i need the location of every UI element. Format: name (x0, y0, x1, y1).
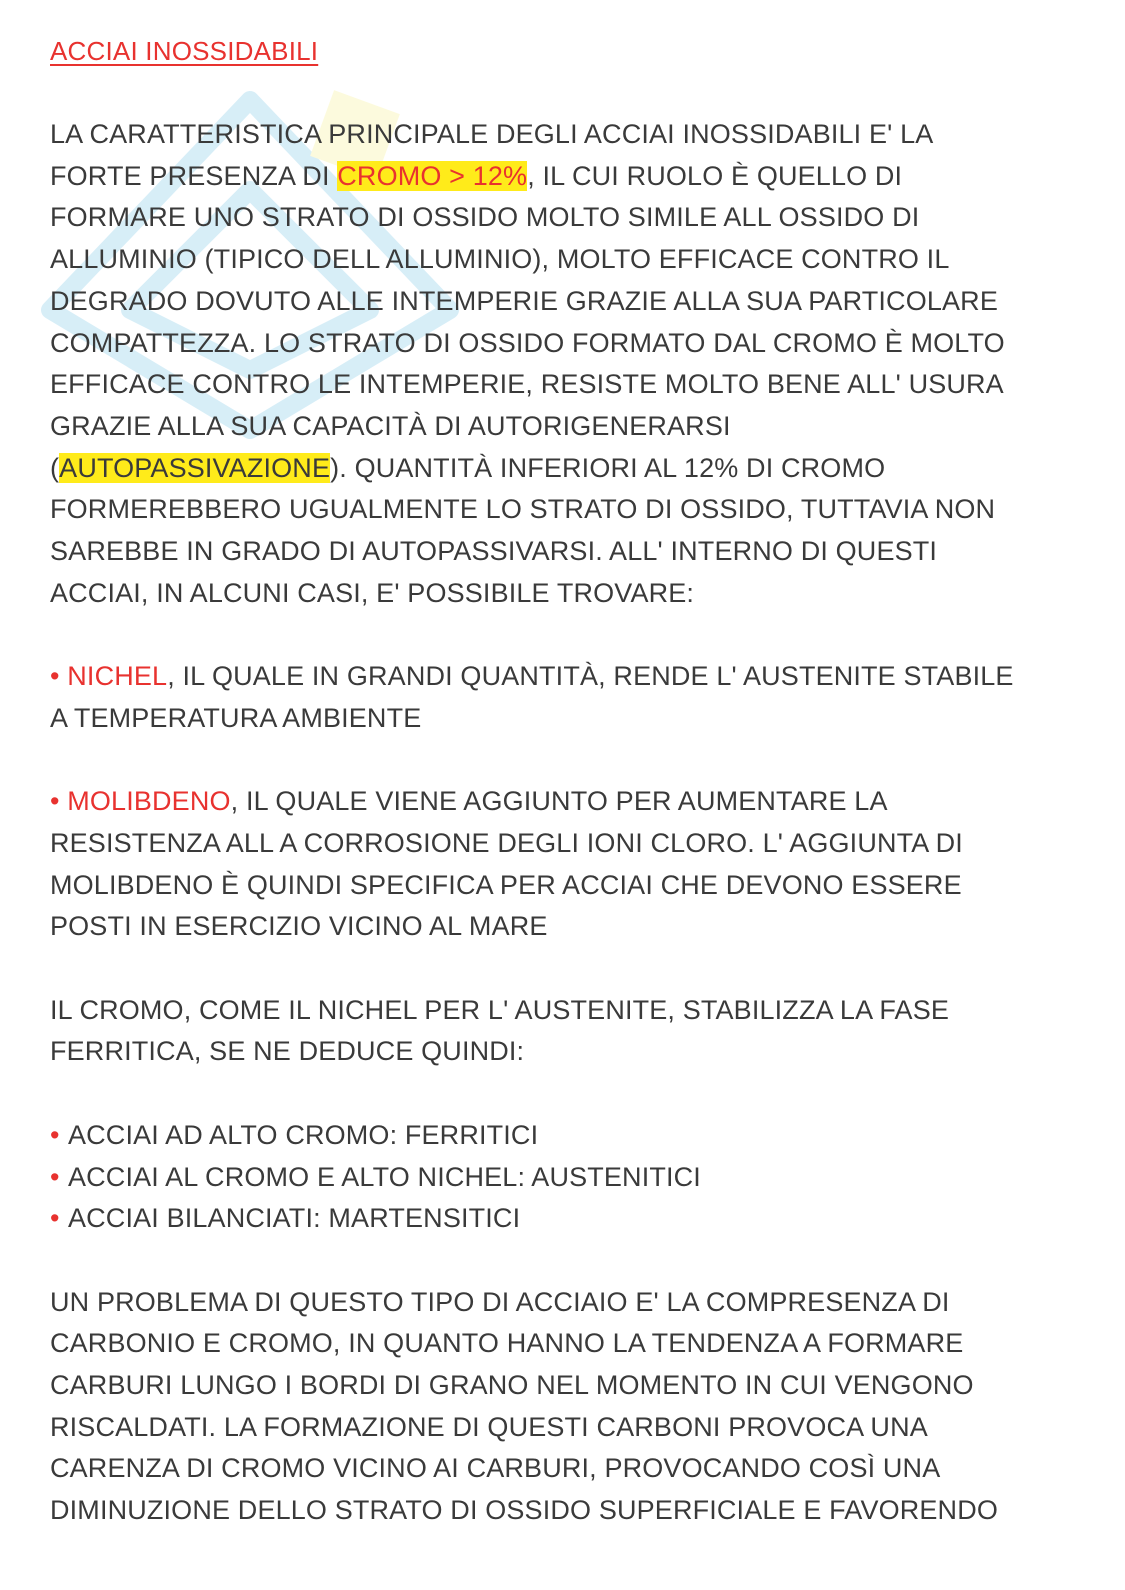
text-line (50, 156, 1110, 198)
text-fragment: , IL QUALE VIENE AGGIUNTO PER AUMENTARE LA (230, 786, 888, 817)
text-line: IL CROMO, COME IL NICHEL PER L' AUSTENITE, STABILIZZA LA FASE (50, 994, 950, 1025)
bullet-icon: • (50, 1119, 60, 1150)
text-line: UN PROBLEMA DI QUESTO TIPO DI ACCIAIO E' LA COMPRESENZA DI (50, 1286, 950, 1317)
bullet-icon: • (50, 661, 60, 692)
text-line: EFFICACE CONTRO LE INTEMPERIE, RESISTE MOLTO BENE ALL' USURA (50, 369, 1004, 400)
document-page (50, 30, 1110, 1574)
text-line: FORMEREBBERO UGUALMENTE LO STRATO DI OSSIDO, TUTTAVIA NON (50, 494, 996, 525)
list-item-text: ACCIAI AL CROMO E ALTO NICHEL: AUSTENITICI (68, 1161, 701, 1192)
text-line (50, 781, 1110, 823)
bullet-icon: • (50, 786, 60, 817)
text-line: POSTI IN ESERCIZIO VICINO AL MARE (50, 911, 548, 942)
text-line: CARENZA DI CROMO VICINO AI CARBURI, PROVOCANDO COSÌ UNA (50, 1453, 941, 1484)
text-line: DIMINUZIONE DELLO STRATO DI OSSIDO SUPERFICIALE E FAVORENDO (50, 1495, 999, 1526)
page-title: ACCIAI INOSSIDABILI (50, 36, 319, 66)
bullet-icon: • (50, 1161, 60, 1192)
text-line: FORMARE UNO STRATO DI OSSIDO MOLTO SIMILE ALL OSSIDO DI (50, 202, 920, 233)
list-item (50, 1115, 1110, 1157)
text-fragment: , IL QUALE IN GRANDI QUANTITÀ, RENDE L' AUSTENITE STABILE (167, 661, 1014, 692)
term-molibdeno: MOLIBDENO (67, 786, 231, 817)
text-fragment: ). QUANTITÀ INFERIORI AL 12% DI CROMO (330, 452, 886, 483)
text-line: ACCIAI, IN ALCUNI CASI, E' POSSIBILE TROVARE: (50, 577, 695, 608)
text-line: ALLUMINIO (TIPICO DELL ALLUMINIO), MOLTO EFFICACE CONTRO IL (50, 244, 950, 275)
term-nichel: NICHEL (67, 661, 168, 692)
text-line: GRAZIE ALLA SUA CAPACITÀ DI AUTORIGENERARSI (50, 410, 731, 441)
text-line: COMPATTEZZA. LO STRATO DI OSSIDO FORMATO DAL CROMO È MOLTO (50, 327, 1005, 358)
highlight-autopassivazione: AUTOPASSIVAZIONE (59, 452, 331, 483)
text-line: MOLIBDENO È QUINDI SPECIFICA PER ACCIAI CHE DEVONO ESSERE (50, 869, 962, 900)
text-line: FERRITICA, SE NE DEDUCE QUINDI: (50, 1036, 525, 1067)
text-line: LA CARATTERISTICA PRINCIPALE DEGLI ACCIAI INOSSIDABILI E' LA (50, 119, 934, 149)
list-item-text: ACCIAI BILANCIATI: MARTENSITICI (68, 1203, 521, 1234)
molibdeno-item (50, 781, 1110, 948)
highlight-cromo: CROMO > 12% (337, 160, 528, 191)
list-item (50, 1157, 1110, 1199)
problem-paragraph (50, 1282, 1110, 1532)
text-line (50, 448, 1110, 490)
text-line (50, 656, 1110, 698)
text-line: CARBONIO E CROMO, IN QUANTO HANNO LA TENDENZA A FORMARE (50, 1328, 964, 1359)
nichel-item (50, 656, 1110, 739)
text-line: SAREBBE IN GRADO DI AUTOPASSIVARSI. ALL' INTERNO DI QUESTI (50, 536, 938, 567)
cromo-paragraph (50, 990, 1110, 1073)
list-item-text: ACCIAI AD ALTO CROMO: FERRITICI (68, 1119, 539, 1150)
text-line: DEGRADO DOVUTO ALLE INTEMPERIE GRAZIE ALLA SUA PARTICOLARE (50, 285, 998, 316)
steel-types-list (50, 1115, 1110, 1240)
text-line: A TEMPERATURA AMBIENTE (50, 702, 422, 733)
text-line: RISCALDATI. LA FORMAZIONE DI QUESTI CARBONI PROVOCA UNA (50, 1411, 928, 1442)
text-line: CARBURI LUNGO I BORDI DI GRANO NEL MOMENTO IN CUI VENGONO (50, 1370, 974, 1401)
bullet-icon: • (50, 1203, 60, 1234)
text-fragment: , IL CUI RUOLO È QUELLO DI (527, 160, 903, 191)
text-fragment: ( (50, 452, 60, 483)
text-fragment: FORTE PRESENZA DI (50, 160, 338, 191)
intro-paragraph (50, 114, 1110, 614)
list-item (50, 1198, 1110, 1240)
text-line: RESISTENZA ALL A CORROSIONE DEGLI IONI CLORO. L' AGGIUNTA DI (50, 827, 963, 858)
